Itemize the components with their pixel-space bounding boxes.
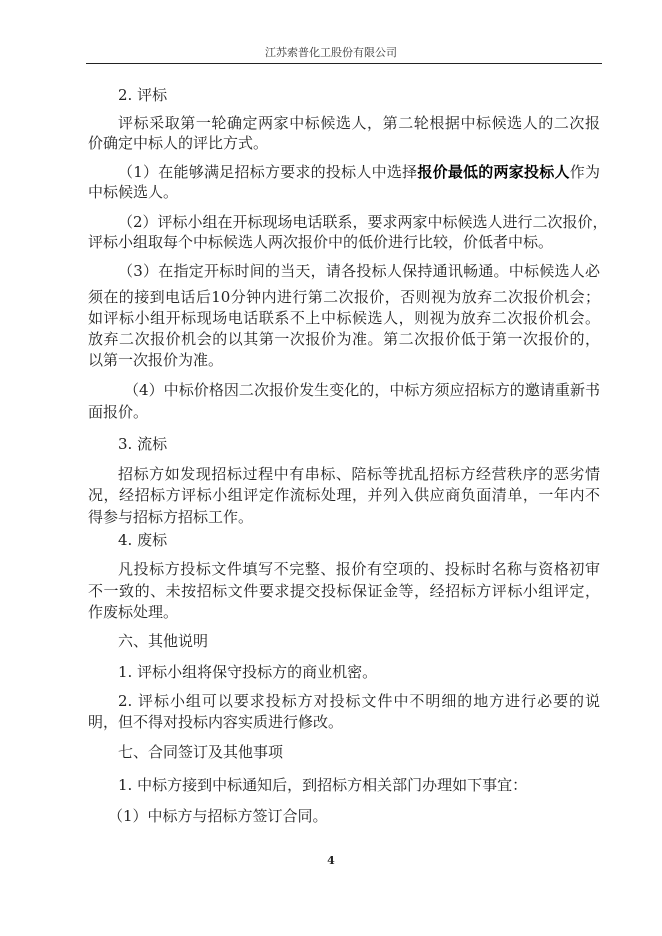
text-run: 作为 [569,163,600,181]
paragraph-line: 况，经招标方评标小组评定作流标处理，并列入供应商负面清单，一年内不 [88,486,600,504]
paragraph-line: 招标方如发现招标过程中有串标、陪标等扰乱招标方经营秩序的恶劣情 [118,465,600,483]
paragraph-line [118,162,600,182]
page-number: 4 [327,854,335,867]
paragraph-line: 评标采取第一轮确定两家中标候选人，第二轮根据中标候选人的二次报 [118,114,600,132]
paragraph-line: 须在的接到电话后10分钟内进行第二次报价，否则视为放弃二次报价机会； [88,288,600,306]
heading-failed-bid: 3. 流标 [118,435,168,453]
page-header-company: 江苏索普化工股份有限公司 [265,46,397,59]
bold-text-run: 报价最低的两家投标人 [417,163,570,181]
paragraph-line: 凡投标方投标文件填写不完整、报价有空项的、投标时名称与资格初审 [118,560,600,578]
heading-contract-signing: 七、合同签订及其他事项 [118,743,284,761]
paragraph-line: 价确定中标人的评比方式。 [88,134,269,152]
paragraph-line: 放弃二次报价机会的以其第一次报价为准。第二次报价低于第一次报价的， [88,330,600,348]
paragraph-line: 得参与招标方招标工作。 [88,508,254,526]
header-rule [86,63,602,64]
paragraph-line: 不一致的、未按招标文件要求提交投标保证金等，经招标方评标小组评定， [88,582,600,600]
paragraph-line: 作废标处理。 [88,603,179,621]
paragraph-line: （4）中标价格因二次报价发生变化的，中标方须应招标方的邀请重新书 [124,381,600,399]
paragraph-line: （3）在指定开标时间的当天，请各投标人保持通讯畅通。中标候选人必 [118,262,600,280]
heading-evaluation: 2. 评标 [118,86,168,104]
paragraph-line: 如评标小组开标现场电话联系不上中标候选人，则视为放弃二次报价机会。 [88,309,600,327]
paragraph-line: 评标小组取每个中标候选人两次报价中的低价进行比较，价低者中标。 [88,233,554,251]
paragraph-line: （2）评标小组在开标现场电话联系，要求两家中标候选人进行二次报价， [118,213,608,231]
paragraph-line: 中标候选人。 [88,183,179,201]
paragraph-line: 面报价。 [88,403,149,421]
text-run: （1）在能够满足招标方要求的投标人中选择 [118,163,418,181]
paragraph-line: 以第一次报价为准。 [88,351,224,369]
paragraph-line: 2. 评标小组可以要求投标方对投标文件中不明细的地方进行必要的说 [118,692,600,710]
heading-invalid-bid: 4. 废标 [118,531,168,549]
heading-other-notes: 六、其他说明 [118,632,209,650]
paragraph-line: 1. 中标方接到中标通知后，到招标方相关部门办理如下事宜： [118,776,528,794]
paragraph-line: （1）中标方与招标方签订合同。 [108,807,328,825]
paragraph-line: 1. 评标小组将保守投标方的商业机密。 [118,663,378,681]
paragraph-line: 明，但不得对投标内容实质进行修改。 [88,713,344,731]
